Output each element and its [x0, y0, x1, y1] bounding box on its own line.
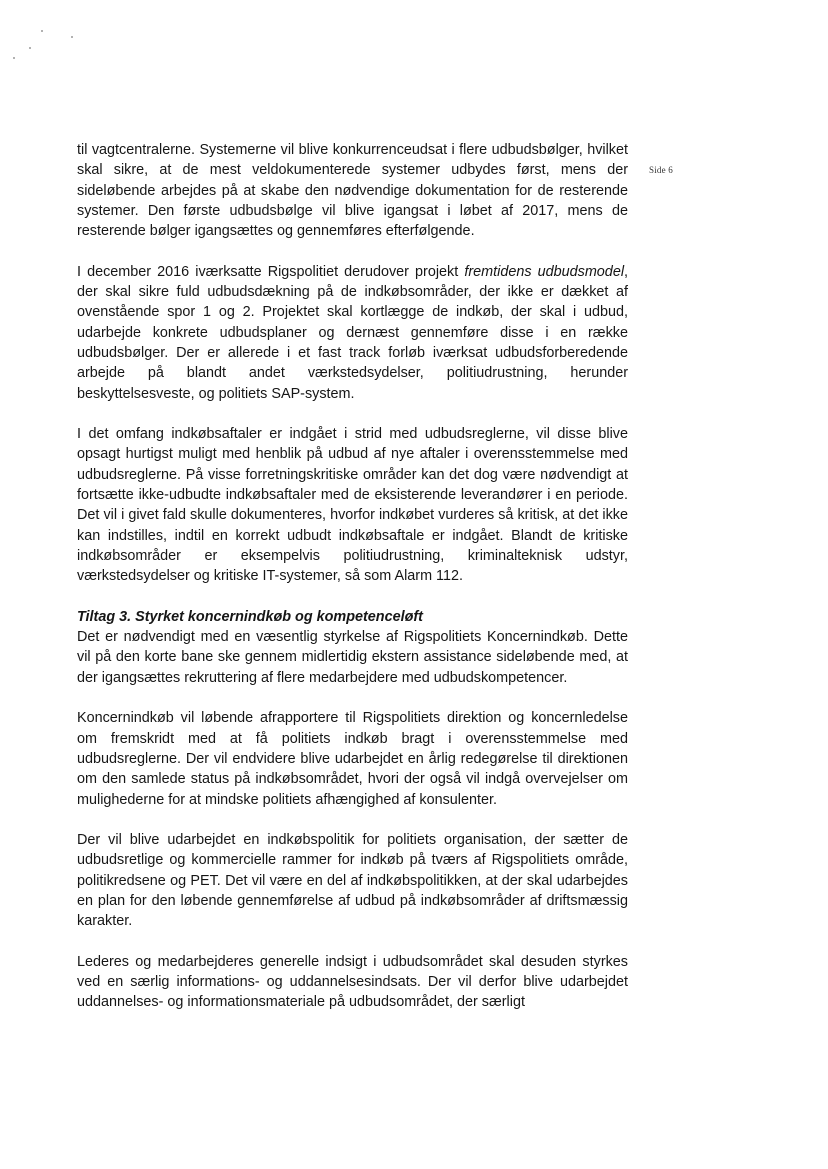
paragraph: Lederes og medarbejderes generelle indsigt i udbudsområdet skal desuden styrkes ved en særlig informations- og uddannelsesindsats. Der vil derfor blive udarbejdet uddannelses- og informationsmateriale på udbudsområdet, der særligt [77, 953, 628, 1011]
scan-speck [71, 36, 73, 38]
paragraph: Koncernindkøb vil løbende afrapportere til Rigspolitiets direktion og koncernledelse om fremskridt med at få politiets indkøb bragt i overensstemmelse med udbudsreglerne. Der vil endvidere blive udarbejdet en årlig redegørelse til direktionen om den samlede status på indkøbsområdet, hvori der også vil indgå overvejelser om mulighederne for at mindske politiets afhængighed af konsulenter. [77, 710, 628, 808]
body-text [77, 140, 628, 1013]
paragraph-text: , der skal sikre fuld udbudsdækning på de indkøbsområder, der ikke er dækket af ovenstående spor 1 og 2. Projektet skal kortlægge de indkøb, der skal i udbud, udarbejde konkrete udbudsplaner og dernæst gennemføre disse i en række udbudsbølger. Der er allerede i et fast track forløb iværksat udbudsforberedende arbejde på blandt andet værkstedsydelser, politiudrustning, herunder beskyttelsesveste, og politiets SAP-system. [77, 263, 629, 402]
paragraph: Det er nødvendigt med en væsentlig styrkelse af Rigspolitiets Koncernindkøb. Dette vil på den korte bane ske gennem midlertidig ekstern assistance sideløbende med, at der igangsættes rekruttering af flere medarbejdere med udbudskompetencer. [77, 629, 628, 686]
scan-speck [29, 47, 31, 49]
section-heading: Tiltag 3. Styrket koncernindkøb og kompetenceløft [77, 608, 423, 625]
paragraph: I det omfang indkøbsaftaler er indgået i strid med udbudsreglerne, vil disse blive opsagt hurtigst muligt med henblik på udbud af nye aftaler i overensstemmelse med udbudsreglerne. På visse forretningskritiske områder kan det dog være nødvendigt at fortsætte ikke-udbudte indkøbsaftaler med de eksisterende leverandører i en periode. Det vil i givet fald skulle dokumenteres, hvorfor indkøbet vurderes så kritisk, at det ikke kan indstilles, indtil en korrekt udbudt indkøbsaftale er indgået. Blandt de kritiske indkøbsområder er eksempelvis politiudrustning, kriminalteknisk udstyr, værkstedsydelser og kritiske IT-systemer, så som Alarm 112. [77, 426, 628, 585]
paragraph: til vagtcentralerne. Systemerne vil blive konkurrenceudsat i flere udbudsbølger, hvilket skal sikre, at de mest veldokumenterede systemer udbydes først, mens der sideløbende arbejdes på at skabe den nødvendige dokumentation for de resterende systemer. Den første udbudsbølge vil blive igangsat i løbet af 2017, mens de resterende bølger igangsættes og gennemføres efterfølgende. [77, 142, 628, 240]
project-name: fremtidens udbudsmodel [464, 263, 625, 280]
paragraph: Der vil blive udarbejdet en indkøbspolitik for politiets organisation, der sætter de udbudsretlige og kommercielle rammer for indkøb på tværs af Rigspolitiets område, politikredsene og PET. Det vil være en del af indkøbspolitikken, at der skal udarbejdes en plan for den løbende gennemførelse af udbud på indkøbsområder af driftsmæssig karakter. [77, 832, 628, 930]
page-number-label: Side 6 [649, 165, 673, 175]
paragraph [77, 262, 628, 404]
scan-speck [41, 30, 43, 32]
scan-speck [13, 57, 15, 59]
paragraph-text: I december 2016 iværksatte Rigspolitiet derudover projekt [77, 263, 459, 280]
